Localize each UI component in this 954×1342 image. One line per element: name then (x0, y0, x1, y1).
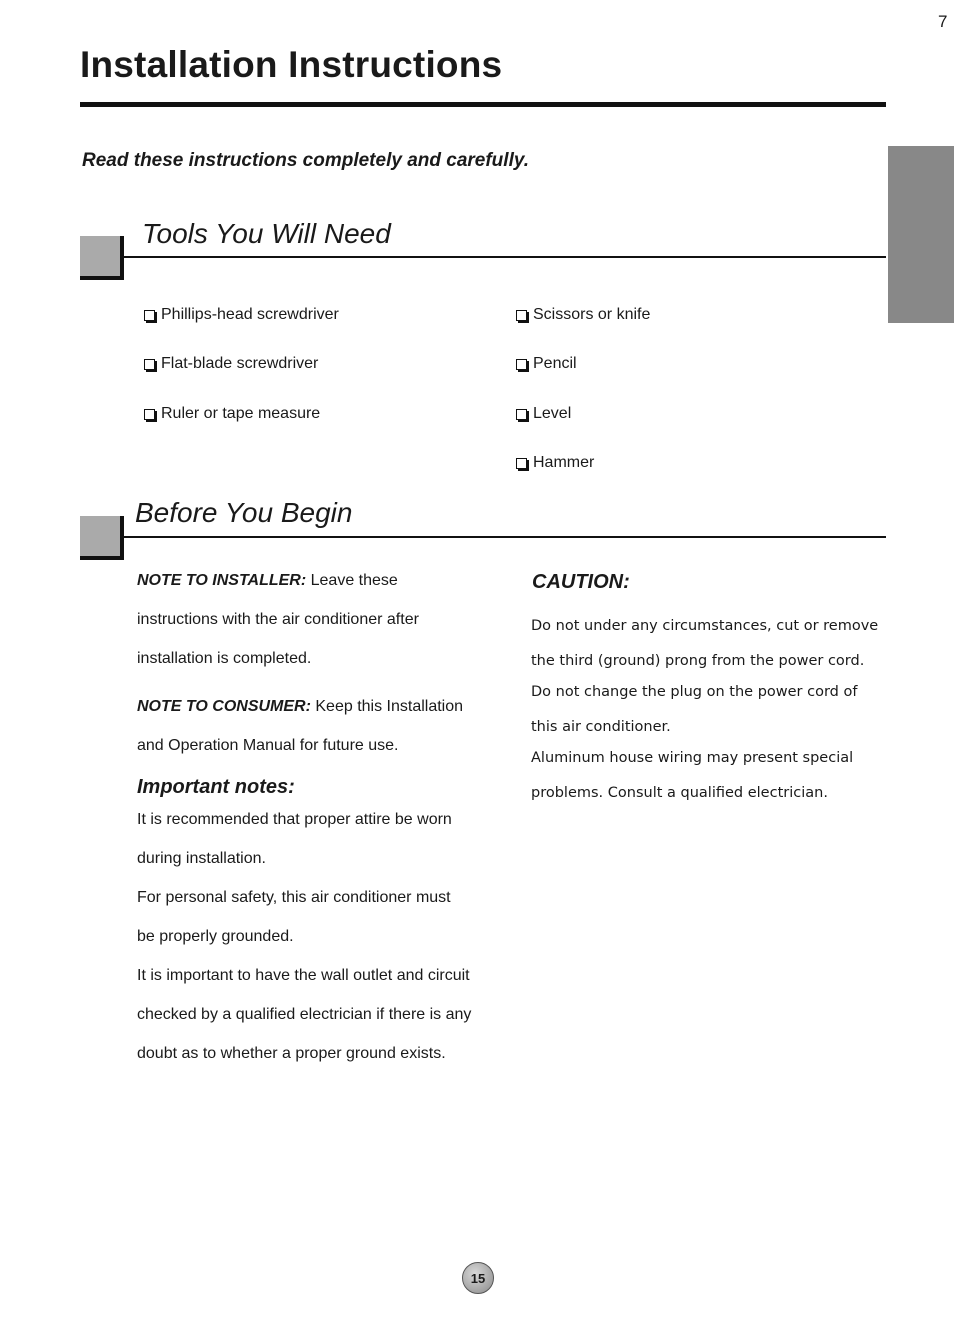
caution-line: Do not change the plug on the power cord of (531, 684, 858, 700)
checkbox-icon (144, 409, 155, 420)
checkbox-icon (516, 310, 527, 321)
important-notes-body: It is recommended that proper attire be worn during installation. For personal safety, this air conditioner must be properly grounded. It is important to have the wall outlet and circuit checked by a qualified electrician if there is any doubt as to whether a proper ground exists. (137, 811, 472, 1062)
intro-text: Read these instructions completely and carefully. (82, 150, 529, 171)
tool-item: Flat-blade screwdriver (142, 355, 318, 373)
section-rule-tools (122, 256, 886, 258)
important-notes-heading: Important notes: (137, 776, 295, 798)
page-number-badge: 15 (462, 1262, 494, 1294)
caution-heading: CAUTION: (532, 571, 630, 593)
section-heading-before: Before You Begin (135, 497, 353, 528)
caution-line: problems. Consult a qualified electrician. (531, 785, 828, 801)
caution-line: the third (ground) prong from the power cord. (531, 653, 865, 669)
page-title: Installation Instructions (80, 44, 503, 85)
section-marker-before (80, 516, 124, 560)
tool-item: Level (514, 405, 571, 423)
section-rule-before (122, 536, 886, 538)
checkbox-icon (144, 310, 155, 321)
tool-item: Phillips-head screwdriver (142, 306, 339, 324)
checkbox-icon (144, 359, 155, 370)
checkbox-icon (516, 409, 527, 420)
tool-item: Ruler or tape measure (142, 405, 320, 423)
section-heading-tools: Tools You Will Need (142, 218, 391, 249)
caution-line: Aluminum house wiring may present special (531, 750, 854, 766)
note-consumer-label: NOTE TO CONSUMER: (137, 698, 311, 715)
tool-item: Pencil (514, 355, 577, 373)
side-section-tab (888, 146, 954, 323)
corner-page-number: 7 (938, 12, 948, 31)
caution-line: this air conditioner. (531, 719, 671, 735)
title-divider (80, 102, 886, 107)
checkbox-icon (516, 359, 527, 370)
tool-item: Hammer (514, 454, 594, 472)
note-installer-label: NOTE TO INSTALLER: (137, 572, 307, 589)
note-to-consumer: NOTE TO CONSUMER: Keep this Installation and Operation Manual for future use. (137, 698, 464, 754)
section-marker-tools (80, 236, 124, 280)
checkbox-icon (516, 458, 527, 469)
caution-line: Do not under any circumstances, cut or remove (531, 618, 879, 634)
note-to-installer: NOTE TO INSTALLER: Leave these instructions with the air conditioner after installation is completed. (137, 572, 419, 667)
tool-item: Scissors or knife (514, 306, 650, 324)
